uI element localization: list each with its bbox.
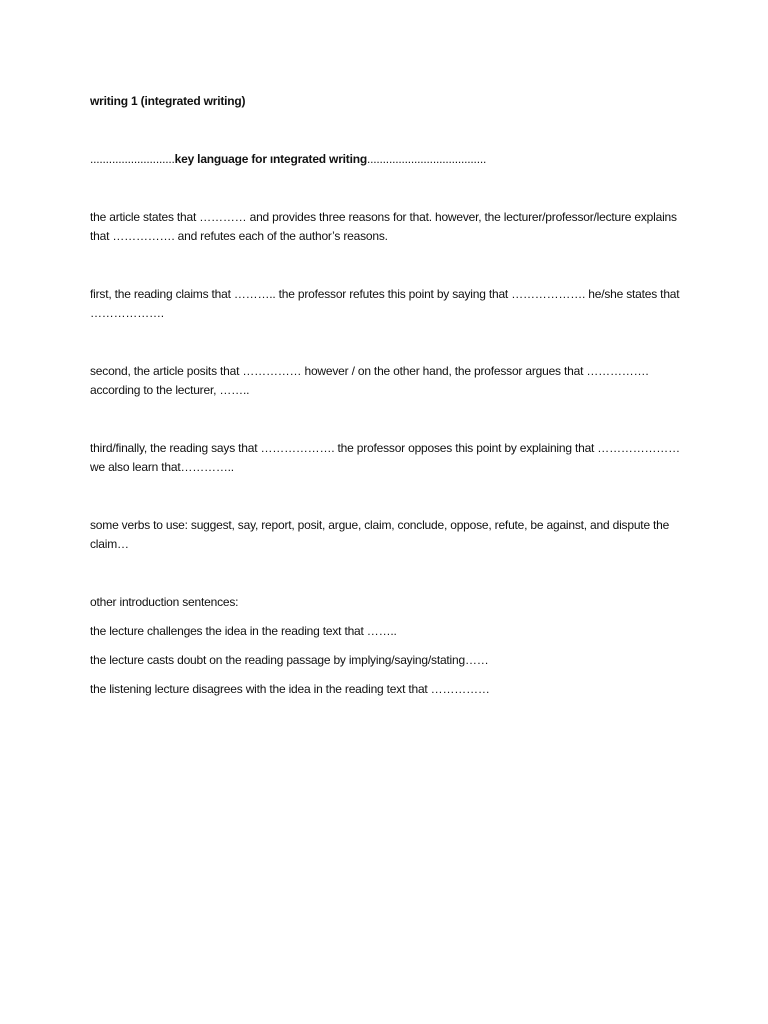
key-language-trail-dots: ...................................... xyxy=(367,152,487,166)
intro-sentence: the listening lecture disagrees with the idea in the reading text that …………… xyxy=(90,682,490,696)
paragraph-verbs: some verbs to use: suggest, say, report, posit, argue, claim, conclude, oppose, refute, be against, and dispute the claim… xyxy=(90,518,670,551)
key-language-heading xyxy=(90,150,690,169)
other-intro-heading: other introduction sentences: xyxy=(90,595,239,609)
paragraph-article-states: the article states that ………… and provides three reasons for that. however, the lecturer/professor/lecture explains that ……………. and refutes each of the author’s reasons. xyxy=(90,210,677,243)
document-title: writing 1 (integrated writing) xyxy=(90,94,246,108)
paragraph-third: third/finally, the reading says that ………………. the professor opposes this point by explaining that ………………… we also learn that………….. xyxy=(90,441,680,474)
paragraph-second: second, the article posits that …………… however / on the other hand, the professor argues that ……………. according to the lecturer, …….. xyxy=(90,364,649,397)
key-language-label: key language for ıntegrated writing xyxy=(174,152,367,166)
paragraph-first: first, the reading claims that ……….. the professor refutes this point by saying that ………………. he/she states that ………………. xyxy=(90,287,680,320)
intro-sentence: the lecture casts doubt on the reading passage by implying/saying/stating…… xyxy=(90,653,489,667)
key-language-lead-dots: ........................... xyxy=(90,152,175,166)
intro-sentence: the lecture challenges the idea in the reading text that …….. xyxy=(90,624,397,638)
